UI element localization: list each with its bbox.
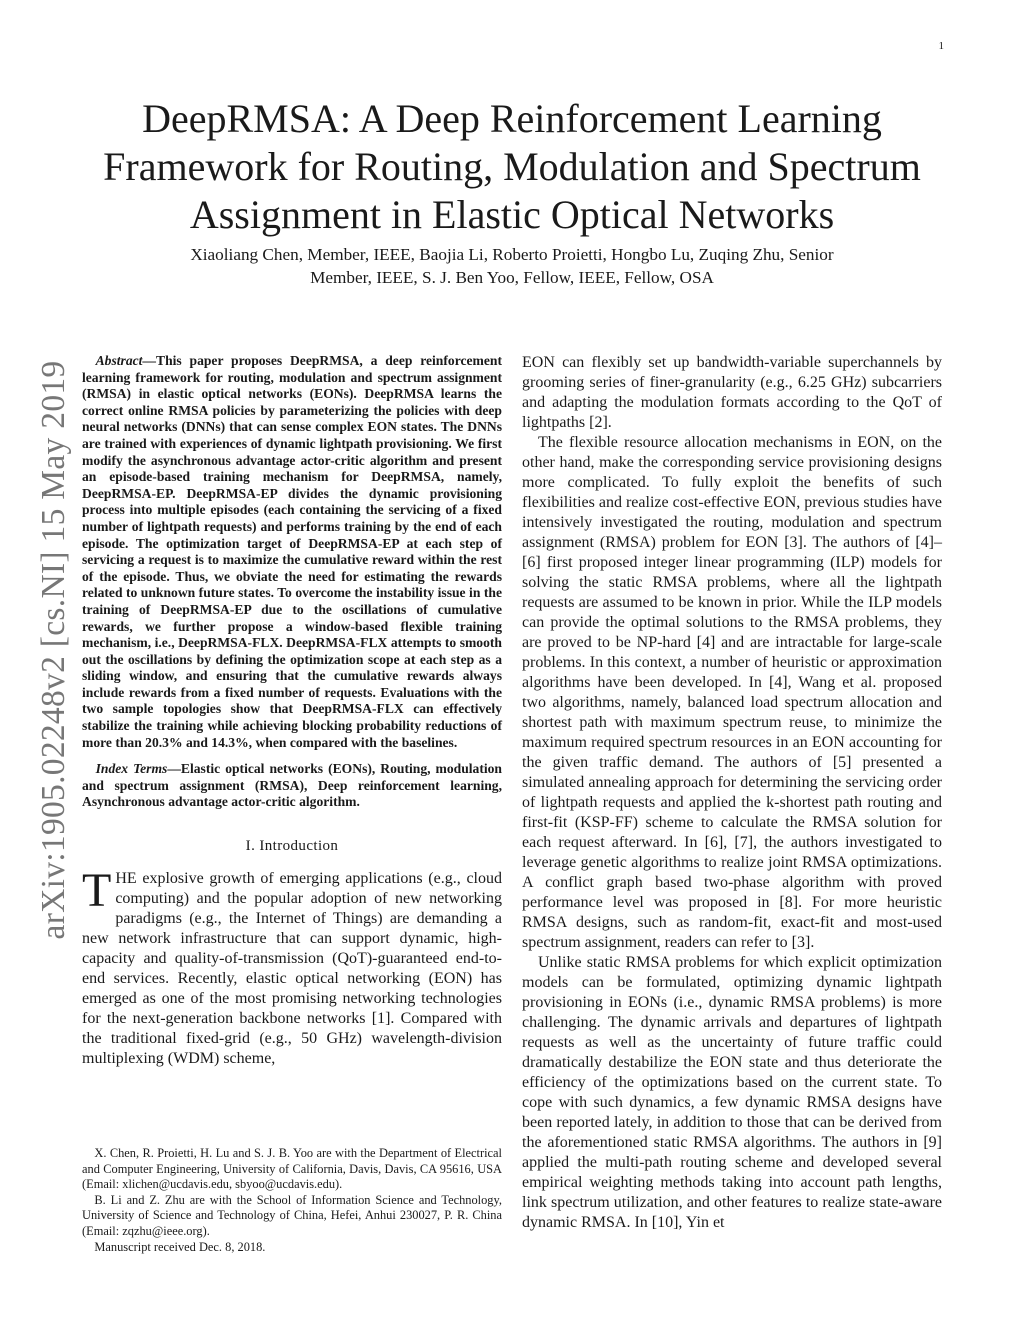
right-column — [522, 353, 942, 1233]
title-line: DeepRMSA: A Deep Reinforcement Learning — [142, 96, 882, 141]
index-terms-text: —Elastic optical networks (EONs), Routing, modulation and spectrum assignment (RMSA), Deep reinforcement learning, Asynchronous advantage actor-critic algorithm. — [82, 761, 502, 810]
footnote: X. Chen, R. Proietti, H. Lu and S. J. B. Yoo are with the Department of Electrical and Computer Engineering, University of California, Davis, Davis, CA 95616, USA (Email: xlichen@ucdavis.edu, sbyoo@ucdavis.edu). — [82, 1146, 502, 1192]
author-line: Xiaoliang Chen, Member, IEEE, Baojia Li, Roberto Proietti, Hongbo Lu, Zuqing Zhu, Senior — [190, 245, 834, 264]
index-terms-label: Index Terms — [95, 761, 168, 777]
section-heading: I. Introduction — [245, 838, 339, 855]
abstract-text: —This paper proposes DeepRMSA, a deep reinforcement learning framework for routing, modulation and spectrum assignment (RMSA) in elastic optical networks (EONs). DeepRMSA learns the correct online RMSA policies by parameterizing the policies with deep neural networks (DNNs) that can sense complex EON states. The DNNs are trained with experiences of dynamic lightpath provisioning. We first modify the asynchronous advantage actor-critic algorithm and present an episode-based training mechanism for DeepRMSA, namely, DeepRMSA-EP. DeepRMSA-EP divides the dynamic provisioning process into multiple episodes (each containing the servicing of a fixed number of lightpath requests) and performs training by the end of each episode. The optimization target of DeepRMSA-EP at each step of servicing a request is to maximize the cumulative reward within the rest of the episode. Thus, we obviate the need for estimating the rewards related to unknown future states. To overcome the instability issue in the training of DeepRMSA-EP due to the oscillations of cumulative rewards, we further propose a window-based flexible training mechanism, i.e., DeepRMSA-FLX. DeepRMSA-FLX attempts to smooth out the oscillations by defining the optimization scope at each step as a sliding window, and ensuring that the cumulative rewards always include rewards from a fixed number of requests. Evaluations with the two sample topologies show that DeepRMSA-FLX can effectively stabilize the training while achieving blocking probability reductions of more than 20.3% and 14.3%, when compared with the baselines. — [82, 353, 502, 750]
abstract — [82, 353, 502, 751]
left-column — [82, 353, 502, 1069]
footnotes — [82, 1146, 502, 1255]
paragraph: EON can flexibly set up bandwidth-variable superchannels by grooming series of finer-granularity (e.g., 6.25 GHz) subcarriers and adapting the modulation formats according to the QoT of lightpaths [2]. — [522, 354, 942, 431]
footnote: B. Li and Z. Zhu are with the School of Information Science and Technology, University of Science and Technology of China, Hefei, Anhui 230027, P. R. China (Email: zqzhu@ieee.org). — [82, 1192, 502, 1238]
author-line: Member, IEEE, S. J. Ben Yoo, Fellow, IEEE, Fellow, OSA — [310, 268, 714, 287]
right-body — [522, 353, 942, 1233]
drop-cap: T — [82, 864, 112, 918]
paragraph: The flexible resource allocation mechanisms in EON, on the other hand, make the corresponding service provisioning designs more complicated. To fully exploit the benefits of such flexibilities and realize cost-effective EON, previous studies have intensively investigated the routing, modulation and spectrum assignment (RMSA) problem for EON [3]. The authors of [4]–[6] first proposed integer linear programming (ILP) models for solving the static RMSA problems, where all the lightpath requests are assumed to be known in prior. While the ILP models can provide the optimal solutions to the RMSA problems, they are proved to be NP-hard [4] and are intractable for large-scale problems. In this context, a number of heuristic or approximation algorithms have been developed. In [4], Wang et al. proposed two algorithms, namely, balanced load spectrum allocation and shortest path with maximum spectrum reuse, to minimize the maximum required spectrum resources in an EON accounting for the given traffic demand. The authors of [5] presented a simulated annealing approach for determining the servicing order of lightpath requests and applied the k-shortest path routing and first-fit (KSP-FF) scheme to calculate the RMSA solution for each request afterward. In [6], [7], the authors investigated to leverage genetic algorithms to realize joint RMSA optimizations. A conflict graph based two-phase algorithm with proved performance level was proposed in [8]. For more heuristic RMSA designs, such as random-fit, exact-fit and most-used spectrum assignment, readers can refer to [3]. — [522, 434, 942, 951]
title-line: Assignment in Elastic Optical Networks — [189, 192, 835, 237]
paper-title — [60, 95, 964, 239]
intro-body — [82, 864, 502, 1069]
paragraph: Unlike static RMSA problems for which explicit optimization models can be formulated, optimizing dynamic lightpath provisioning in EONs (i.e., dynamic RMSA problems) is more challenging. The dynamic arrivals and departures of lightpath requests as well as the uncertainty of future traffic could dramatically destabilize the EON state and thus deteriorate the efficiency of the optimizations based on the current state. To cope with such dynamics, a few dynamic RMSA designs have been reported lately, in addition to those that can be derived from the aforementioned static RMSA algorithms. The authors in [9] applied the multi-path routing scheme and developed several empirical weighting methods taking into account path lengths, link spectrum utilization, and other features to realize state-aware dynamic RMSA. In [10], Yin et — [522, 954, 942, 1231]
arxiv-identifier[interactable]: arXiv:1905.02248v2 [cs.NI] 15 May 2019 — [35, 360, 72, 940]
author-list — [100, 243, 924, 289]
intro-paragraph: HE explosive growth of emerging applications (e.g., cloud computing) and the popular adoption of new networking paradigms (e.g., the Internet of Things) are demanding a new network infrastructure that can support dynamic, high-capacity and quality-of-transmission (QoT)-guaranteed end-to-end services. Recently, elastic optical networking (EON) has emerged as one of the most promising networking technologies for the next-generation backbone networks [1]. Compared with the traditional fixed-grid (e.g., 50 GHz) wavelength-division multiplexing (WDM) scheme, — [82, 870, 502, 1068]
page-number: 1 — [938, 40, 944, 52]
index-terms — [82, 761, 502, 811]
title-line: Framework for Routing, Modulation and Spectrum — [103, 144, 921, 189]
footnote: Manuscript received Dec. 8, 2018. — [94, 1239, 266, 1254]
abstract-label: Abstract — [95, 353, 143, 368]
